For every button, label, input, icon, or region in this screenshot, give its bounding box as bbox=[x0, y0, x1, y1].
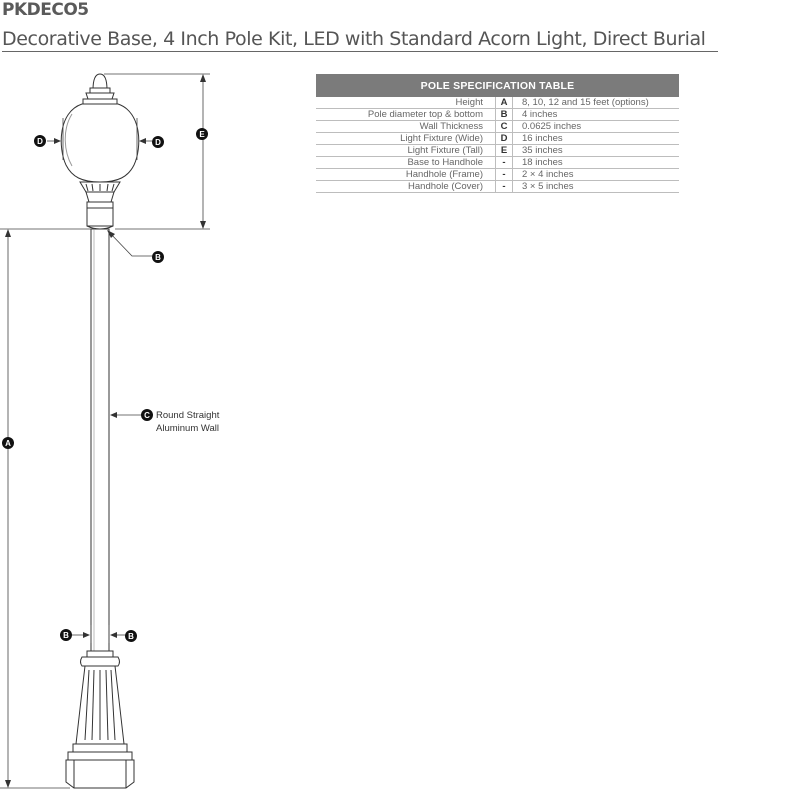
svg-text:B: B bbox=[63, 631, 69, 640]
marker-c bbox=[141, 409, 153, 421]
marker-a bbox=[2, 437, 14, 449]
spec-param: Light Fixture (Tall) bbox=[316, 145, 496, 157]
wall-label-line-2: Aluminum Wall bbox=[156, 423, 219, 434]
spec-value: 0.0625 inches bbox=[513, 121, 680, 133]
svg-text:D: D bbox=[155, 138, 161, 147]
table-row bbox=[316, 169, 679, 181]
marker-d-left bbox=[34, 135, 46, 147]
svg-text:E: E bbox=[199, 130, 205, 139]
spec-param: Pole diameter top & bottom bbox=[316, 109, 496, 121]
spec-value: 3 × 5 inches bbox=[513, 181, 680, 193]
spec-code: A bbox=[496, 97, 513, 109]
table-row bbox=[316, 181, 679, 193]
table-row bbox=[316, 157, 679, 169]
spec-value: 35 inches bbox=[513, 145, 680, 157]
spec-code: C bbox=[496, 121, 513, 133]
spec-param: Wall Thickness bbox=[316, 121, 496, 133]
spec-code: - bbox=[496, 157, 513, 169]
spec-value: 2 × 4 inches bbox=[513, 169, 680, 181]
spec-param: Handhole (Frame) bbox=[316, 169, 496, 181]
spec-code: B bbox=[496, 109, 513, 121]
spec-param: Base to Handhole bbox=[316, 157, 496, 169]
acorn-globe bbox=[61, 104, 139, 182]
product-description: Decorative Base, 4 Inch Pole Kit, LED with Standard Acorn Light, Direct Burial bbox=[2, 27, 718, 52]
marker-b-bottom-left bbox=[60, 629, 72, 641]
wall-label-line-1: Round Straight bbox=[156, 410, 220, 421]
spec-value: 16 inches bbox=[513, 133, 680, 145]
svg-text:C: C bbox=[144, 411, 150, 420]
spec-code: D bbox=[496, 133, 513, 145]
table-row bbox=[316, 121, 679, 133]
spec-code: - bbox=[496, 181, 513, 193]
svg-text:A: A bbox=[5, 439, 11, 448]
table-row bbox=[316, 145, 679, 157]
marker-b-bottom-right bbox=[125, 630, 137, 642]
base-plinth bbox=[66, 760, 134, 788]
spec-value: 18 inches bbox=[513, 157, 680, 169]
svg-text:B: B bbox=[128, 632, 134, 641]
spec-code: - bbox=[496, 169, 513, 181]
table-heading: POLE SPECIFICATION TABLE bbox=[316, 74, 679, 97]
table-row bbox=[316, 97, 679, 109]
spec-param: Height bbox=[316, 97, 496, 109]
svg-text:B: B bbox=[155, 253, 161, 262]
pole-specification-table bbox=[316, 74, 679, 193]
spec-param: Handhole (Cover) bbox=[316, 181, 496, 193]
product-code: PKDECO5 bbox=[2, 0, 89, 20]
table-row bbox=[316, 133, 679, 145]
marker-d-right bbox=[152, 136, 164, 148]
table-row bbox=[316, 109, 679, 121]
spec-param: Light Fixture (Wide) bbox=[316, 133, 496, 145]
spec-value: 4 inches bbox=[513, 109, 680, 121]
spec-code: E bbox=[496, 145, 513, 157]
marker-e bbox=[196, 128, 208, 140]
spec-value: 8, 10, 12 and 15 feet (options) bbox=[513, 97, 680, 109]
marker-b-top bbox=[152, 251, 164, 263]
svg-text:D: D bbox=[37, 137, 43, 146]
